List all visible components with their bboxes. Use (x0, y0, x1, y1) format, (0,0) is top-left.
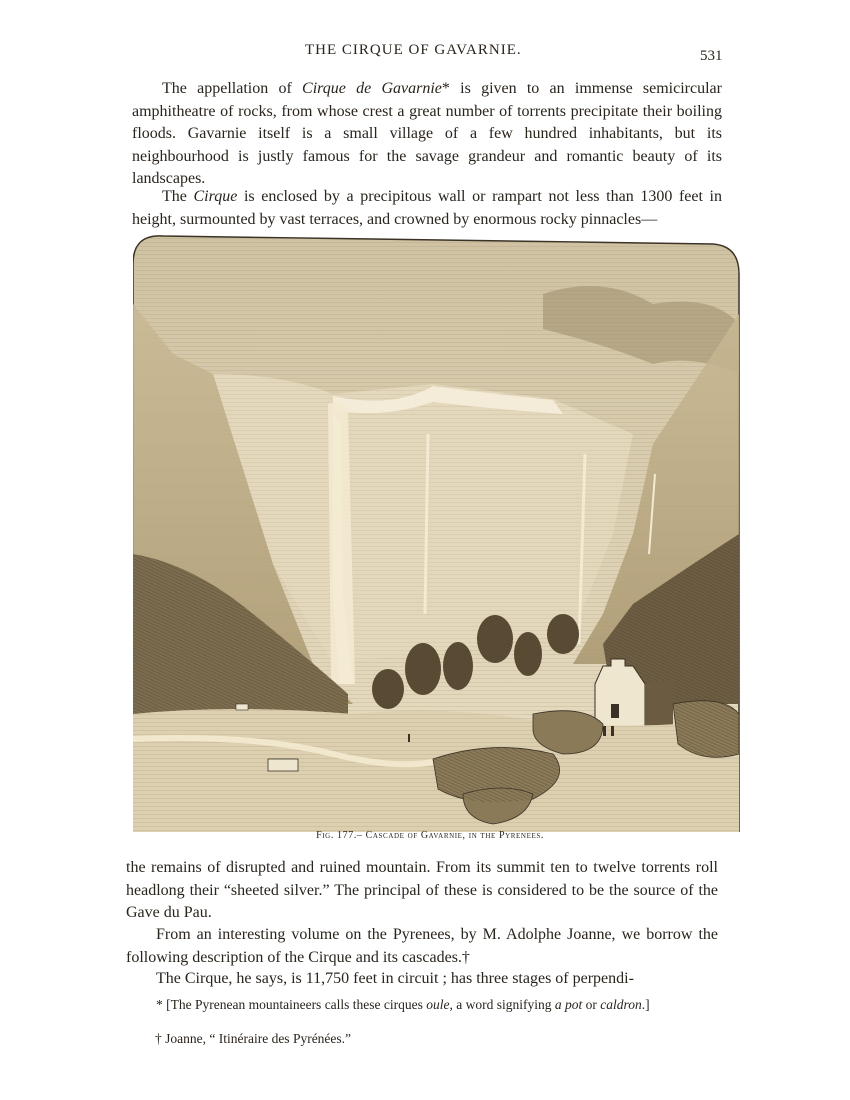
engraving-illustration (133, 234, 741, 832)
figure-caption: Fig. 177.– Cascade of Gavarnie, in the Pyrenees. (316, 830, 544, 841)
footnote-1-text-a: * [The Pyrenean mountaineers calls these cirques (156, 997, 427, 1012)
paragraph-2-text-b: is enclosed by a precipitous wall or rampart not less than 1300 feet in height, surmounted by vast terraces, and crowned by enormous rocky pinnacles— (132, 188, 722, 228)
cascade-engraving (133, 234, 741, 832)
paragraph-1-text-a: The appellation of (162, 80, 303, 97)
paragraph-1-italic: Cirque de Gavarnie (302, 80, 442, 97)
paragraph-1-text-b: * is given to an immense semicircular amphitheatre of rocks, from whose crest a great number of torrents precipitate their boiling floods. Gavarnie itself is a small village of a few hundred inhabitants, but its neighbourhood is justly famous for the savage grandeur and romantic beauty of its landscapes. (132, 80, 722, 187)
paragraph-4: From an interesting volume on the Pyrenees, by M. Adolphe Joanne, we borrow the following description of the Cirque and its cascades.† (126, 926, 718, 966)
footnote-1-italic-b: a pot (554, 997, 583, 1012)
paragraph-3: the remains of disrupted and ruined mountain. From its summit ten to twelve torrents roll headlong their “sheeted silver.” The principal of these is considered to be the source of the Gave du Pau. (126, 859, 718, 921)
page-number: 531 (700, 48, 723, 64)
running-title: THE CIRQUE OF GAVARNIE. (305, 42, 522, 58)
footnote-1-italic-a: oule (426, 997, 450, 1012)
paragraph-2-text-a: The (162, 188, 194, 205)
paragraph-2 (132, 186, 722, 231)
footnote-1-text-b: , a word signifying (449, 997, 555, 1012)
footnote-2: † Joanne, “ Itinéraire des Pyrénées.” (155, 1031, 352, 1046)
paragraph-2-italic: Cirque (193, 188, 238, 205)
paragraph-5: The Cirque, he says, is 11,750 feet in circuit ; has three stages of perpendi- (156, 970, 634, 987)
footnote-1-italic-c: caldron (600, 997, 642, 1012)
footnote-1-text-d: .] (641, 997, 650, 1012)
paragraph-1 (132, 78, 722, 191)
footnote-1-text-c: or (582, 997, 601, 1012)
page-header (0, 42, 850, 66)
footnote-1 (126, 995, 718, 1014)
